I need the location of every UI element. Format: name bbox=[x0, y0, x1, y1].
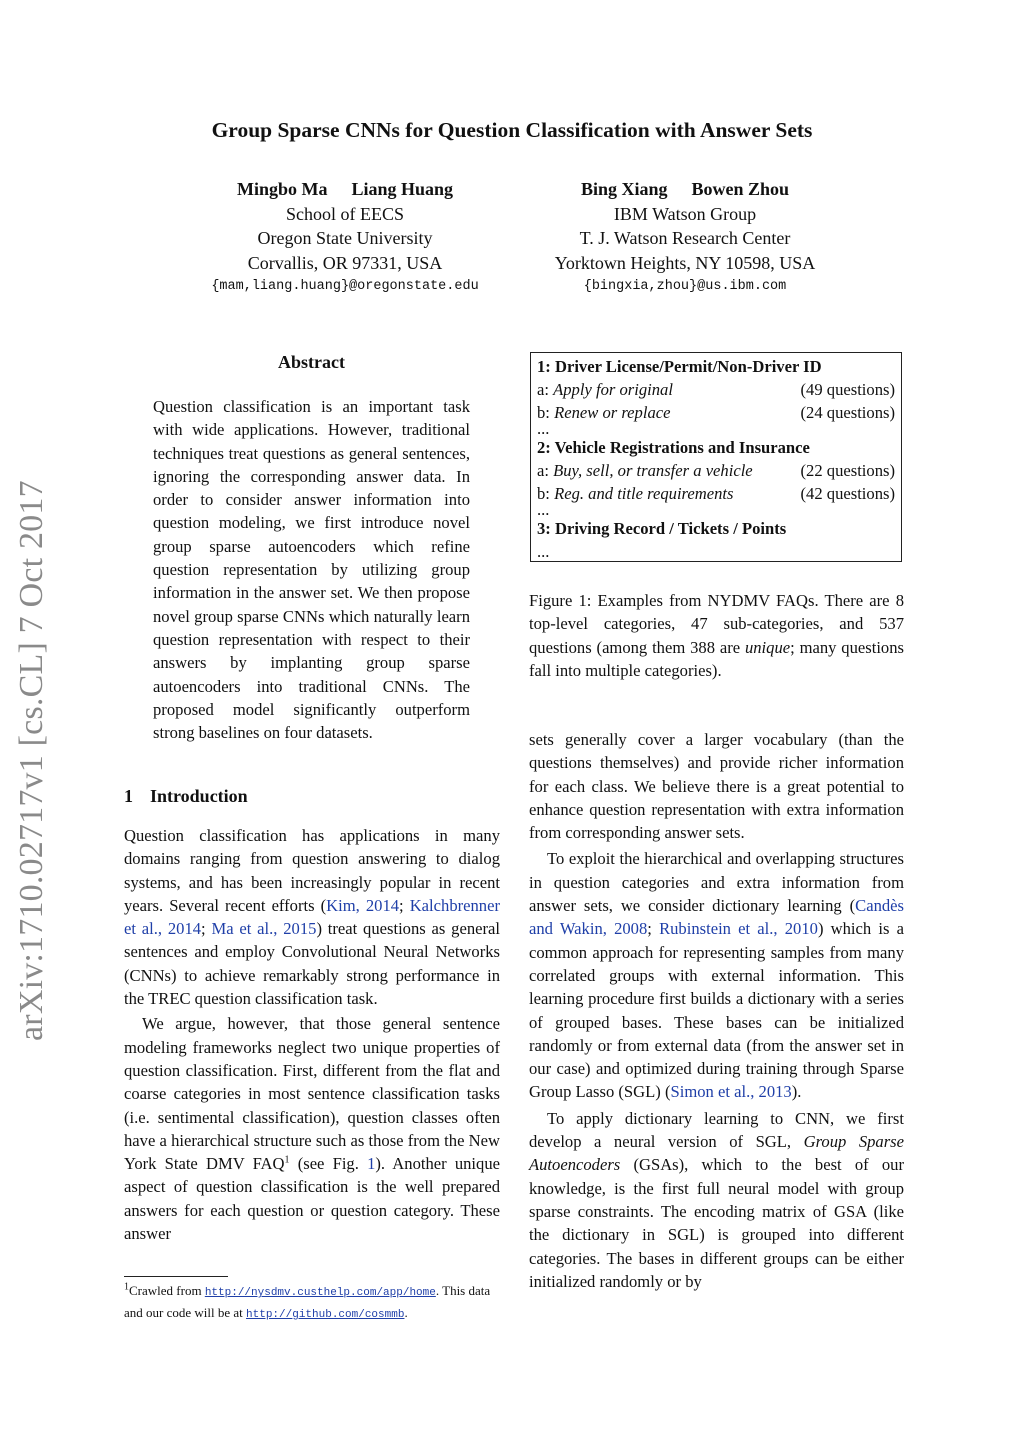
section-number: 1 bbox=[124, 786, 133, 806]
citation-link[interactable]: Ma et al., 2015 bbox=[211, 919, 317, 939]
subcategory-row: b: Renew or replace (24 questions) bbox=[537, 403, 895, 422]
subcategory-row: b: Reg. and title requirements (42 questions) bbox=[537, 484, 895, 503]
author-affiliation: Corvallis, OR 97331, USA bbox=[247, 252, 443, 273]
category-label: 2: Vehicle Registrations and Insurance bbox=[537, 438, 810, 457]
paragraph: We argue, however, that those general sentence modeling frameworks neglect two unique properties of question classification. First, different from the flat and coarse categories in most sentence classification tasks (i.e. sentimental classification), question classes often have a hierarchical structure such as those from the New York State DMV FAQ$^1$ (see Fig. 1). Another unique aspect of question classification is the well prepared answers for each question or question category. These answer bbox=[124, 1014, 501, 1244]
author-email: {mam,liang.huang}@oregonstate.edu bbox=[211, 279, 479, 294]
abstract-paragraph: Question classification is an important task with wide applications. However, traditional techniques treat questions as general sentences, ignoring the corresponding answer data. In order to consider answer information into question modeling, we first introduce novel group sparse autoencoders which refine question representation by utilizing group information in the answer set. We then propose novel group sparse CNNs which naturally learn question representation with respect to their answers by implanting group sparse autoencoders into traditional CNNs. The proposed model significantly outperform strong baselines on four datasets. bbox=[153, 397, 470, 743]
citation-link[interactable]: Rubinstein et al., 2010 bbox=[659, 919, 818, 939]
author-name: Mingbo Ma bbox=[236, 179, 328, 199]
footnote-url-link[interactable]: http://github.com/cosmmb bbox=[246, 1309, 405, 1321]
figure-1-box bbox=[530, 352, 902, 562]
ellipsis: ... bbox=[537, 419, 550, 438]
subcategory-row: a: Apply for original (49 questions) bbox=[537, 380, 895, 399]
paragraph: Question classification has applications in many domains ranging from question answering to dialog systems, and has been increasingly popular in recent years. Several recent efforts (Kim, 2014; Kalchbrenner et al., 2014; Ma et al., 2015) treat questions as general sentences and employ Convolutional Neural Networks (CNNs) to achieve remarkably strong performance in the TREC question classification task. bbox=[124, 826, 500, 1009]
footnote-url-link[interactable]: http://nysdmv.custhelp.com/app/home bbox=[204, 1287, 436, 1299]
footnote: $^1$Crawled from http://nysdmv.custhelp.com/app/home. This data and our code will be at http://github.com/cosmmb. bbox=[124, 1281, 491, 1321]
ellipsis: ... bbox=[537, 500, 550, 519]
paragraph: To apply dictionary learning to CNN, we first develop a neural version of SGL, Group Sparse Autoencoders (GSAs), which to the best of our knowledge, is the first full neural model with group sparse constraints. The encoding matrix of GSA (like the dictionary in SGL) is grouped into different categories. The bases in different groups can be either initialized randomly or by bbox=[529, 1108, 904, 1291]
author-name: Bing Xiang bbox=[580, 179, 668, 199]
abstract-text bbox=[153, 395, 470, 744]
ellipsis: ... bbox=[537, 542, 550, 561]
subcategory-row: a: Buy, sell, or transfer a vehicle (22 questions) bbox=[537, 461, 895, 480]
author-email: {bingxia,zhou}@us.ibm.com bbox=[583, 279, 787, 294]
section-heading-introduction bbox=[124, 786, 248, 807]
footnote-rule bbox=[124, 1276, 228, 1277]
citation-link[interactable]: Simon et al., 2013 bbox=[670, 1082, 792, 1102]
author-affiliation: IBM Watson Group bbox=[613, 203, 757, 224]
paragraph: sets generally cover a larger vocabulary (than the questions themselves) and provide richer information for each class. We believe there is a great potential to enhance question representation with extra information from corresponding answer sets. bbox=[529, 730, 904, 843]
category-label: 3: Driving Record / Tickets / Points bbox=[537, 519, 787, 538]
arxiv-stamp: arXiv:1710.02717v1 [cs.CL] 7 Oct 2017 bbox=[13, 480, 50, 1041]
paper-title: Group Sparse CNNs for Question Classification with Answer Sets bbox=[211, 118, 813, 142]
author-name: Bowen Zhou bbox=[691, 179, 790, 199]
footnote-marker: 1 bbox=[284, 1154, 290, 1166]
paragraph: To exploit the hierarchical and overlapping structures in question categories and extra information from answer sets, we consider dictionary learning (Candès and Wakin, 2008; Rubinstein et al., 2010) which is a common approach for representing samples from many correlated groups with external information. This learning procedure first builds a dictionary with a series of grouped bases. These bases can be initialized randomly or from external data (from the answer set in our case) and optimized during training through Sparse Group Lasso (SGL) (Simon et al., 2013). bbox=[529, 849, 904, 1102]
author-affiliation: Yorktown Heights, NY 10598, USA bbox=[554, 252, 816, 273]
citation-link[interactable]: Kim, 2014 bbox=[326, 895, 400, 915]
author-affiliation: School of EECS bbox=[285, 203, 404, 224]
figure-ref-link[interactable]: 1 bbox=[367, 1154, 376, 1174]
abstract-heading: Abstract bbox=[278, 352, 345, 372]
footnote-number: 1 bbox=[124, 1281, 129, 1293]
right-column-body bbox=[529, 728, 904, 1293]
category-label: 1: Driver License/Permit/Non-Driver ID bbox=[537, 357, 822, 376]
figure-1-caption: Figure 1: Examples from NYDMV FAQs. There are 8 top-level categories, 47 sub-categories, and 537 questions (among them 388 are unique; many questions fall into multiple categories). bbox=[529, 591, 904, 680]
author-block-left bbox=[170, 177, 520, 300]
section-title: Introduction bbox=[150, 786, 248, 806]
author-block-right bbox=[510, 177, 860, 300]
author-affiliation: T. J. Watson Research Center bbox=[579, 228, 791, 248]
citation-link[interactable]: Candès and Wakin, 2008 bbox=[529, 896, 904, 939]
author-affiliation: Oregon State University bbox=[257, 228, 433, 248]
citation-link[interactable]: Kalchbrenner et al., 2014 bbox=[124, 895, 500, 939]
intro-body bbox=[124, 824, 500, 1245]
author-name: Liang Huang bbox=[351, 179, 454, 199]
